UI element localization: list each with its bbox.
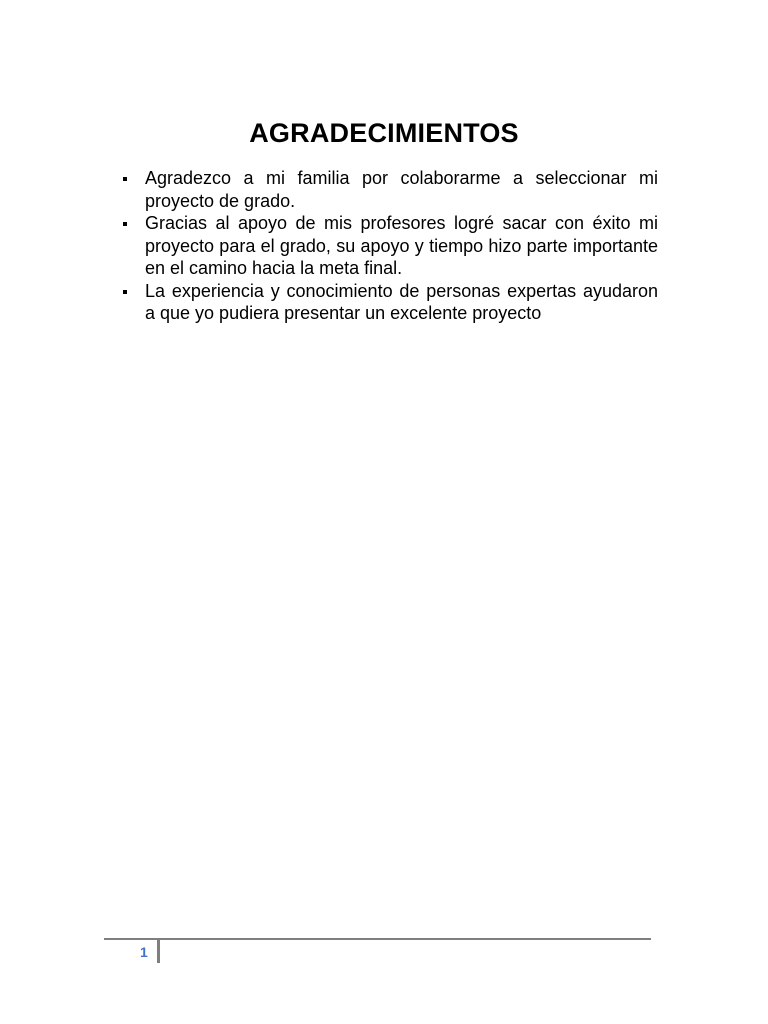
list-item [118,167,658,212]
footer-rule [104,938,651,940]
page-title: AGRADECIMIENTOS [249,118,519,148]
list-item-text: La experiencia y conocimiento de personas expertas ayudaron a que yo pudiera presentar un excelente proyecto [145,280,658,323]
square-bullet-icon [123,290,127,294]
list-item-text: Gracias al apoyo de mis profesores logré sacar con éxito mi proyecto para el grado, su apoyo y tiempo hizo parte importante en el camino hacia la meta final. [145,213,658,278]
list-item [118,212,658,280]
square-bullet-icon [123,177,127,181]
list-item [118,280,658,325]
list-item-text: Agradezco a mi familia por colaborarme a seleccionar mi proyecto de grado. [145,168,658,211]
square-bullet-icon [123,222,127,226]
acknowledgements-list [118,167,658,325]
page-number-divider [157,940,160,963]
page-number: 1 [140,944,148,960]
